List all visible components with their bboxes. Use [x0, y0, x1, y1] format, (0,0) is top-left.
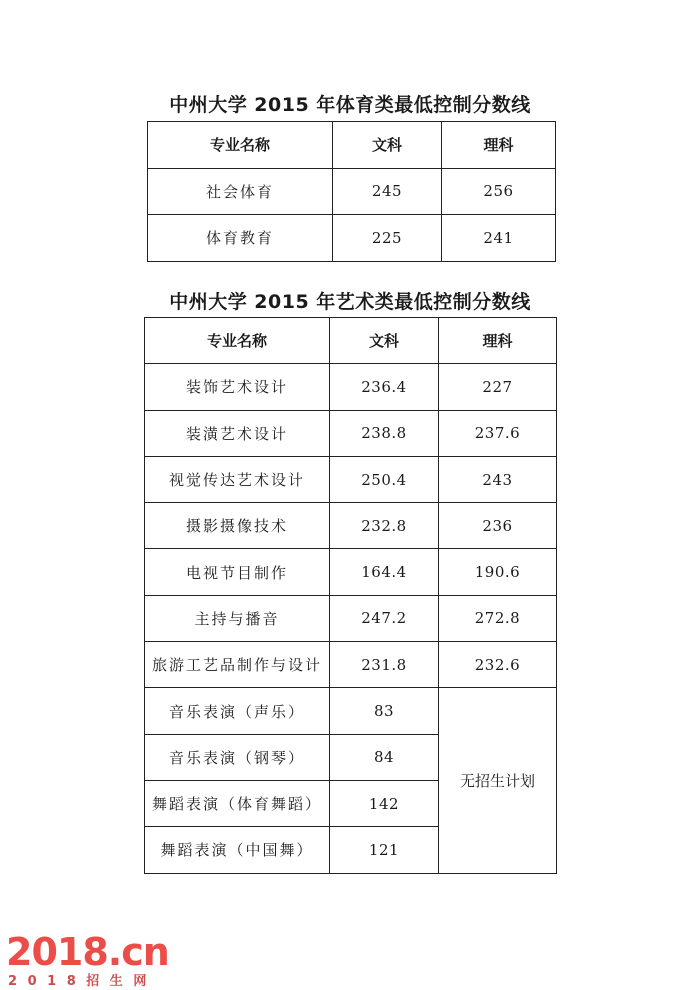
wenke-score: 164.4 [330, 549, 439, 595]
table-row [145, 688, 557, 734]
like-score: 256 [442, 168, 556, 215]
wenke-score: 236.4 [330, 364, 439, 410]
like-score: 272.8 [439, 595, 557, 641]
table-header-row [148, 122, 556, 169]
major-cell: 舞蹈表演（中国舞） [145, 827, 330, 873]
watermark-subtitle: 2 0 1 8 招 生 网 [8, 974, 150, 989]
like-score: 236 [439, 503, 557, 549]
like-score: 243 [439, 456, 557, 502]
wenke-score: 250.4 [330, 456, 439, 502]
major-cell: 体育教育 [148, 215, 333, 262]
sports-table-title: 中州大学 2015 年体育类最低控制分数线 [169, 94, 531, 116]
table-row [145, 410, 557, 456]
like-score: 190.6 [439, 549, 557, 595]
table-row [145, 503, 557, 549]
wenke-score: 232.8 [330, 503, 439, 549]
sports-score-table [147, 121, 556, 262]
like-score: 237.6 [439, 410, 557, 456]
table-row [145, 642, 557, 688]
wenke-score: 245 [333, 168, 442, 215]
site-watermark [6, 930, 169, 989]
header-major: 专业名称 [145, 318, 330, 364]
table-row [145, 456, 557, 502]
wenke-score: 142 [330, 780, 439, 826]
major-cell: 电视节目制作 [145, 549, 330, 595]
major-cell: 音乐表演（钢琴） [145, 734, 330, 780]
table-row [145, 364, 557, 410]
table-row [148, 215, 556, 262]
header-wenke: 文科 [330, 318, 439, 364]
no-plan-cell: 无招生计划 [439, 688, 557, 873]
like-score: 232.6 [439, 642, 557, 688]
wenke-score: 121 [330, 827, 439, 873]
table-row [145, 549, 557, 595]
header-wenke: 文科 [333, 122, 442, 169]
major-cell: 摄影摄像技术 [145, 503, 330, 549]
table-row [145, 595, 557, 641]
major-cell: 视觉传达艺术设计 [145, 456, 330, 502]
wenke-score: 238.8 [330, 410, 439, 456]
like-score: 241 [442, 215, 556, 262]
wenke-score: 83 [330, 688, 439, 734]
major-cell: 社会体育 [148, 168, 333, 215]
header-major: 专业名称 [148, 122, 333, 169]
major-cell: 装饰艺术设计 [145, 364, 330, 410]
wenke-score: 247.2 [330, 595, 439, 641]
major-cell: 音乐表演（声乐） [145, 688, 330, 734]
wenke-score: 84 [330, 734, 439, 780]
major-cell: 主持与播音 [145, 595, 330, 641]
header-like: 理科 [442, 122, 556, 169]
arts-score-table [144, 317, 557, 874]
major-cell: 旅游工艺品制作与设计 [145, 642, 330, 688]
watermark-logo: 2018.cn [6, 930, 169, 974]
major-cell: 装潢艺术设计 [145, 410, 330, 456]
wenke-score: 231.8 [330, 642, 439, 688]
wenke-score: 225 [333, 215, 442, 262]
major-cell: 舞蹈表演（体育舞蹈） [145, 780, 330, 826]
like-score: 227 [439, 364, 557, 410]
table-header-row [145, 318, 557, 364]
arts-table-title: 中州大学 2015 年艺术类最低控制分数线 [169, 291, 531, 313]
table-row [148, 168, 556, 215]
header-like: 理科 [439, 318, 557, 364]
